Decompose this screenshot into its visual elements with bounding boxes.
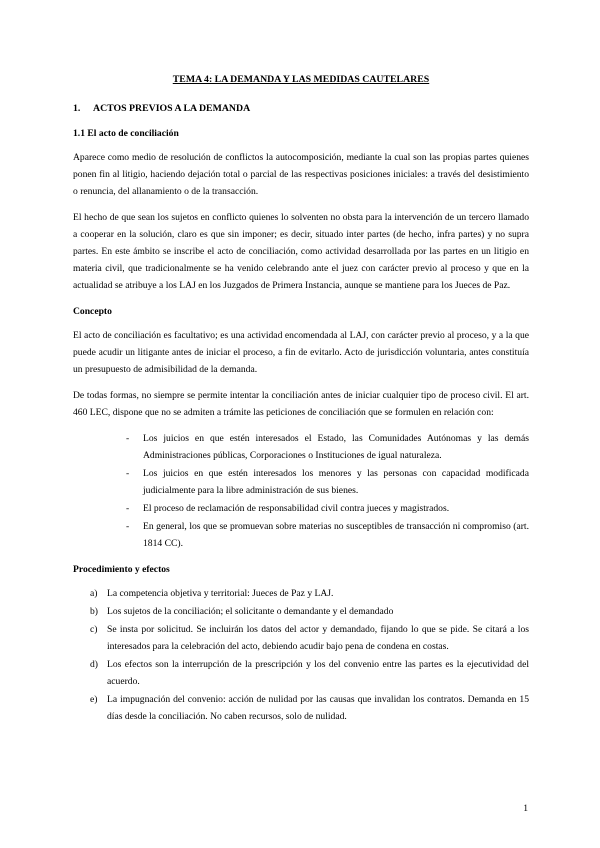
list-item-text: Los sujetos de la conciliación; el solicitante o demandante y el demandado <box>107 606 394 617</box>
section-heading <box>73 100 529 117</box>
list-item-text: Se insta por solicitud. Se incluirán los datos del actor y demandado, fijando lo que se pide. Se citará a los interesados para la celebración del acto, debiendo acudir bajo pena de condena en costas. <box>107 624 529 652</box>
dash-bullet: - <box>126 503 130 514</box>
procedimiento-heading: Procedimiento y efectos <box>73 564 170 575</box>
list-item <box>126 500 529 517</box>
concepto-heading: Concepto <box>73 306 112 317</box>
list-item-text: Los efectos son la interrupción de la prescripción y los del convenio entre las partes es la ejecutividad del acuerdo. <box>107 659 529 687</box>
subsection-heading: 1.1 El acto de conciliación <box>73 128 179 139</box>
list-item-text: Los juicios en que estén interesados el Estado, las Comunidades Autónomas y las demás Administraciones públicas, Corporaciones o Instituciones de igual naturaleza. <box>143 433 529 461</box>
list-item <box>90 691 529 725</box>
list-item <box>126 430 529 464</box>
list-marker: e) <box>90 694 98 705</box>
list-marker: b) <box>90 606 98 617</box>
list-item-text: En general, los que se promuevan sobre materias no susceptibles de transacción ni compromiso (art. 1814 CC). <box>143 521 529 549</box>
paragraph-intervencion-tercero: El hecho de que sean los sujetos en conflicto quienes lo solventen no obsta para la intervención de un tercero llamado a cooperar en la solución, claro es que sin imponer; es decir, situado inter partes (de hecho, infra partes) y no supra partes. En este ámbito se inscribe el acto de conciliación, como actividad desarrollada por las partes en un litigio en materia civil, que tradicionalmente se ha venido celebrando ante el juez con carácter previo al proceso y que en la actualidad se atribuye a los LAJ en los Juzgados de Primera Instancia, aunque se mantiene para los Jueces de Paz. <box>73 212 529 291</box>
dash-bullet: - <box>126 433 130 444</box>
list-item <box>90 603 529 620</box>
list-item-text: La impugnación del convenio: acción de nulidad por las causas que invalidan los contratos. Demanda en 15 días desde la conciliación. No caben recursos, solo de nulidad. <box>107 694 529 722</box>
dash-bullet: - <box>126 468 130 479</box>
list-marker: d) <box>90 659 98 670</box>
procedure-list <box>73 585 529 725</box>
list-item <box>126 518 529 552</box>
paragraph-art-460: De todas formas, no siempre se permite intentar la conciliación antes de iniciar cualquier tipo de proceso civil. El art. 460 LEC, dispone que no se admiten a trámite las peticiones de conciliación que se formulen en relación con: <box>73 390 529 418</box>
page-content <box>73 71 529 726</box>
list-item <box>90 585 529 602</box>
list-item <box>90 621 529 655</box>
list-item <box>90 656 529 690</box>
document-title: TEMA 4: LA DEMANDA Y LAS MEDIDAS CAUTELARES <box>172 74 430 85</box>
list-marker: a) <box>90 588 98 599</box>
page-number: 1 <box>523 803 528 814</box>
dash-bullet: - <box>126 521 130 532</box>
section-title: ACTOS PREVIOS A LA DEMANDA <box>93 103 251 114</box>
section-number: 1. <box>73 103 81 114</box>
list-item-text: La competencia objetiva y territorial: Jueces de Paz y LAJ. <box>107 588 334 599</box>
list-marker: c) <box>90 624 98 635</box>
list-item-text: El proceso de reclamación de responsabilidad civil contra jueces y magistrados. <box>143 503 450 514</box>
paragraph-concepto: El acto de conciliación es facultativo; es una actividad encomendada al LAJ, con carácter previo al proceso, y a la que puede acudir un litigante antes de iniciar el proceso, a fin de evitarlo. Acto de jurisdicción voluntaria, antes constituía un presupuesto de admisibilidad de la demanda. <box>73 330 529 375</box>
list-item <box>126 465 529 499</box>
exclusions-list <box>73 430 529 552</box>
list-item-text: Los juicios en que estén interesados los menores y las personas con capacidad modificada judicialmente para la libre administración de sus bienes. <box>143 468 529 496</box>
paragraph-autocomposicion: Aparece como medio de resolución de conflictos la autocomposición, mediante la cual son las propias partes quienes ponen fin al litigio, haciendo dejación total o parcial de las respectivas posiciones iniciales: a través del desistimiento o renuncia, del allanamiento o de la transacción. <box>73 152 529 197</box>
